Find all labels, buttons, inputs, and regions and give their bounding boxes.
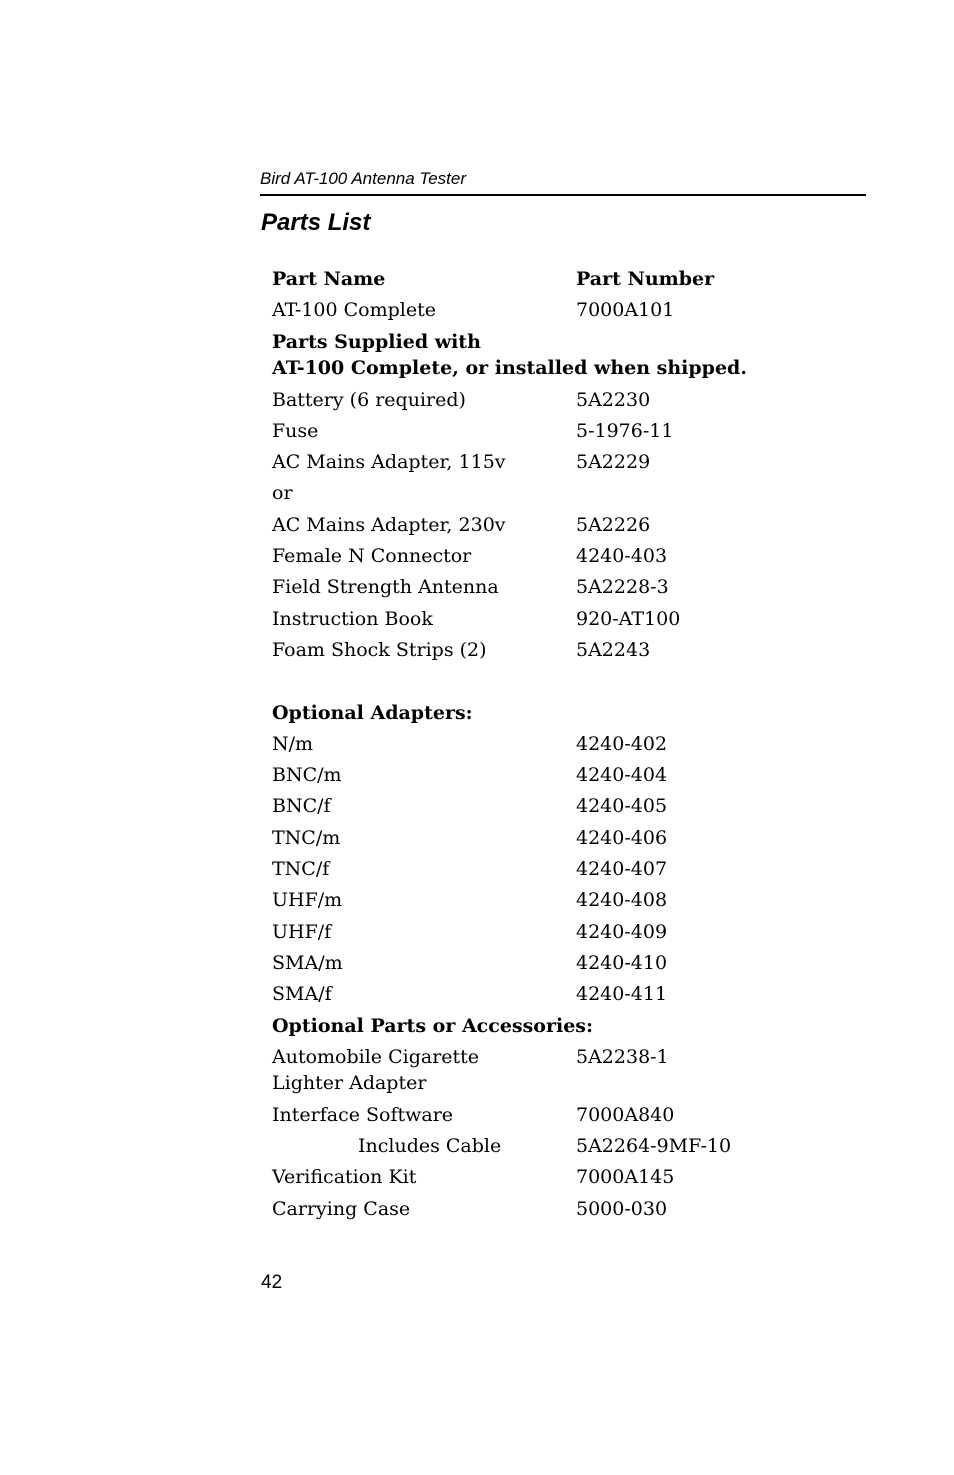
part-number: 5A2230	[576, 388, 651, 411]
part-name: AT-100 Complete	[272, 299, 436, 322]
part-number: 5A2264-9MF-10	[576, 1135, 732, 1158]
part-name: or	[272, 482, 293, 505]
part-name: Foam Shock Strips (2)	[272, 638, 487, 661]
table-row	[272, 1042, 852, 1100]
part-number: 4240-409	[576, 920, 668, 943]
table-row	[272, 604, 852, 635]
section-heading-line: AT-100 Complete, or installed when shipped.	[272, 356, 747, 379]
table-row	[272, 416, 852, 447]
running-header	[260, 168, 866, 196]
section-heading-accessories	[272, 1011, 852, 1042]
part-number: 4240-408	[576, 889, 668, 912]
part-name: Fuse	[272, 419, 319, 442]
part-number: 5A2228-3	[576, 576, 669, 599]
part-name: TNC/m	[272, 826, 341, 849]
table-row	[272, 447, 852, 478]
table-header-row	[272, 264, 852, 295]
section-heading-supplied	[272, 327, 852, 385]
part-number: 4240-410	[576, 951, 668, 974]
part-name: SMA/f	[272, 983, 332, 1006]
table-row	[272, 572, 852, 603]
part-name: Carrying Case	[272, 1197, 411, 1220]
header-title: Bird AT-100 Antenna Tester	[260, 169, 467, 188]
column-header-part-number: Part Number	[576, 268, 715, 290]
table-row	[272, 385, 852, 416]
page-number: 42	[261, 1272, 283, 1293]
table-row	[272, 760, 852, 791]
part-number: 4240-402	[576, 732, 668, 755]
table-row	[272, 823, 852, 854]
part-name: Field Strength Antenna	[272, 576, 499, 599]
parts-table	[272, 264, 852, 1225]
part-name-line: Automobile Cigarette	[272, 1045, 480, 1068]
table-row	[272, 948, 852, 979]
part-number: 5A2238-1	[576, 1045, 669, 1068]
table-row	[272, 1131, 852, 1162]
section-heading-text: Optional Adapters:	[272, 701, 473, 724]
spacer	[272, 666, 852, 697]
section-heading-adapters	[272, 698, 852, 729]
part-number: 4240-403	[576, 545, 668, 568]
table-row	[272, 917, 852, 948]
part-number: 4240-406	[576, 826, 668, 849]
table-row	[272, 510, 852, 541]
table-row	[272, 979, 852, 1010]
part-name: Includes Cable	[358, 1135, 502, 1158]
part-name: Verification Kit	[272, 1166, 417, 1189]
part-name: Instruction Book	[272, 607, 433, 630]
part-number: 7000A145	[576, 1166, 675, 1189]
table-row	[272, 729, 852, 760]
column-header-part-name: Part Name	[272, 268, 386, 290]
part-number: 4240-405	[576, 795, 668, 818]
page-title: Parts List	[261, 209, 371, 236]
table-row	[272, 791, 852, 822]
part-name: Battery (6 required)	[272, 388, 466, 411]
part-number: 7000A101	[576, 299, 675, 322]
table-row	[272, 1100, 852, 1131]
section-heading-text: Optional Parts or Accessories:	[272, 1014, 594, 1037]
table-row	[272, 1162, 852, 1193]
part-number: 920-AT100	[576, 607, 681, 630]
table-row	[272, 635, 852, 666]
part-name: BNC/m	[272, 764, 342, 787]
table-row	[272, 1194, 852, 1225]
table-row	[272, 295, 852, 326]
part-name: AC Mains Adapter, 115v	[272, 451, 506, 474]
part-number: 5-1976-11	[576, 419, 674, 442]
part-number: 7000A840	[576, 1103, 675, 1126]
part-name: Female N Connector	[272, 545, 472, 568]
table-row	[272, 541, 852, 572]
part-name: SMA/m	[272, 951, 343, 974]
part-number: 5000-030	[576, 1197, 668, 1220]
part-number: 5A2243	[576, 638, 651, 661]
part-number: 4240-411	[576, 983, 668, 1006]
section-heading-line: Parts Supplied with	[272, 330, 481, 353]
table-row	[272, 854, 852, 885]
part-number: 5A2229	[576, 451, 651, 474]
part-number: 4240-407	[576, 858, 668, 881]
part-number: 5A2226	[576, 513, 651, 536]
part-name: N/m	[272, 732, 314, 755]
part-name: UHF/f	[272, 920, 332, 943]
part-name: BNC/f	[272, 795, 331, 818]
part-name: UHF/m	[272, 889, 343, 912]
part-name-line: Lighter Adapter	[272, 1071, 427, 1094]
part-name	[272, 1044, 479, 1096]
table-row	[272, 885, 852, 916]
part-name: Interface Software	[272, 1103, 454, 1126]
part-name: TNC/f	[272, 858, 330, 881]
part-number: 4240-404	[576, 764, 668, 787]
part-name: AC Mains Adapter, 230v	[272, 513, 506, 536]
table-row	[272, 478, 852, 509]
